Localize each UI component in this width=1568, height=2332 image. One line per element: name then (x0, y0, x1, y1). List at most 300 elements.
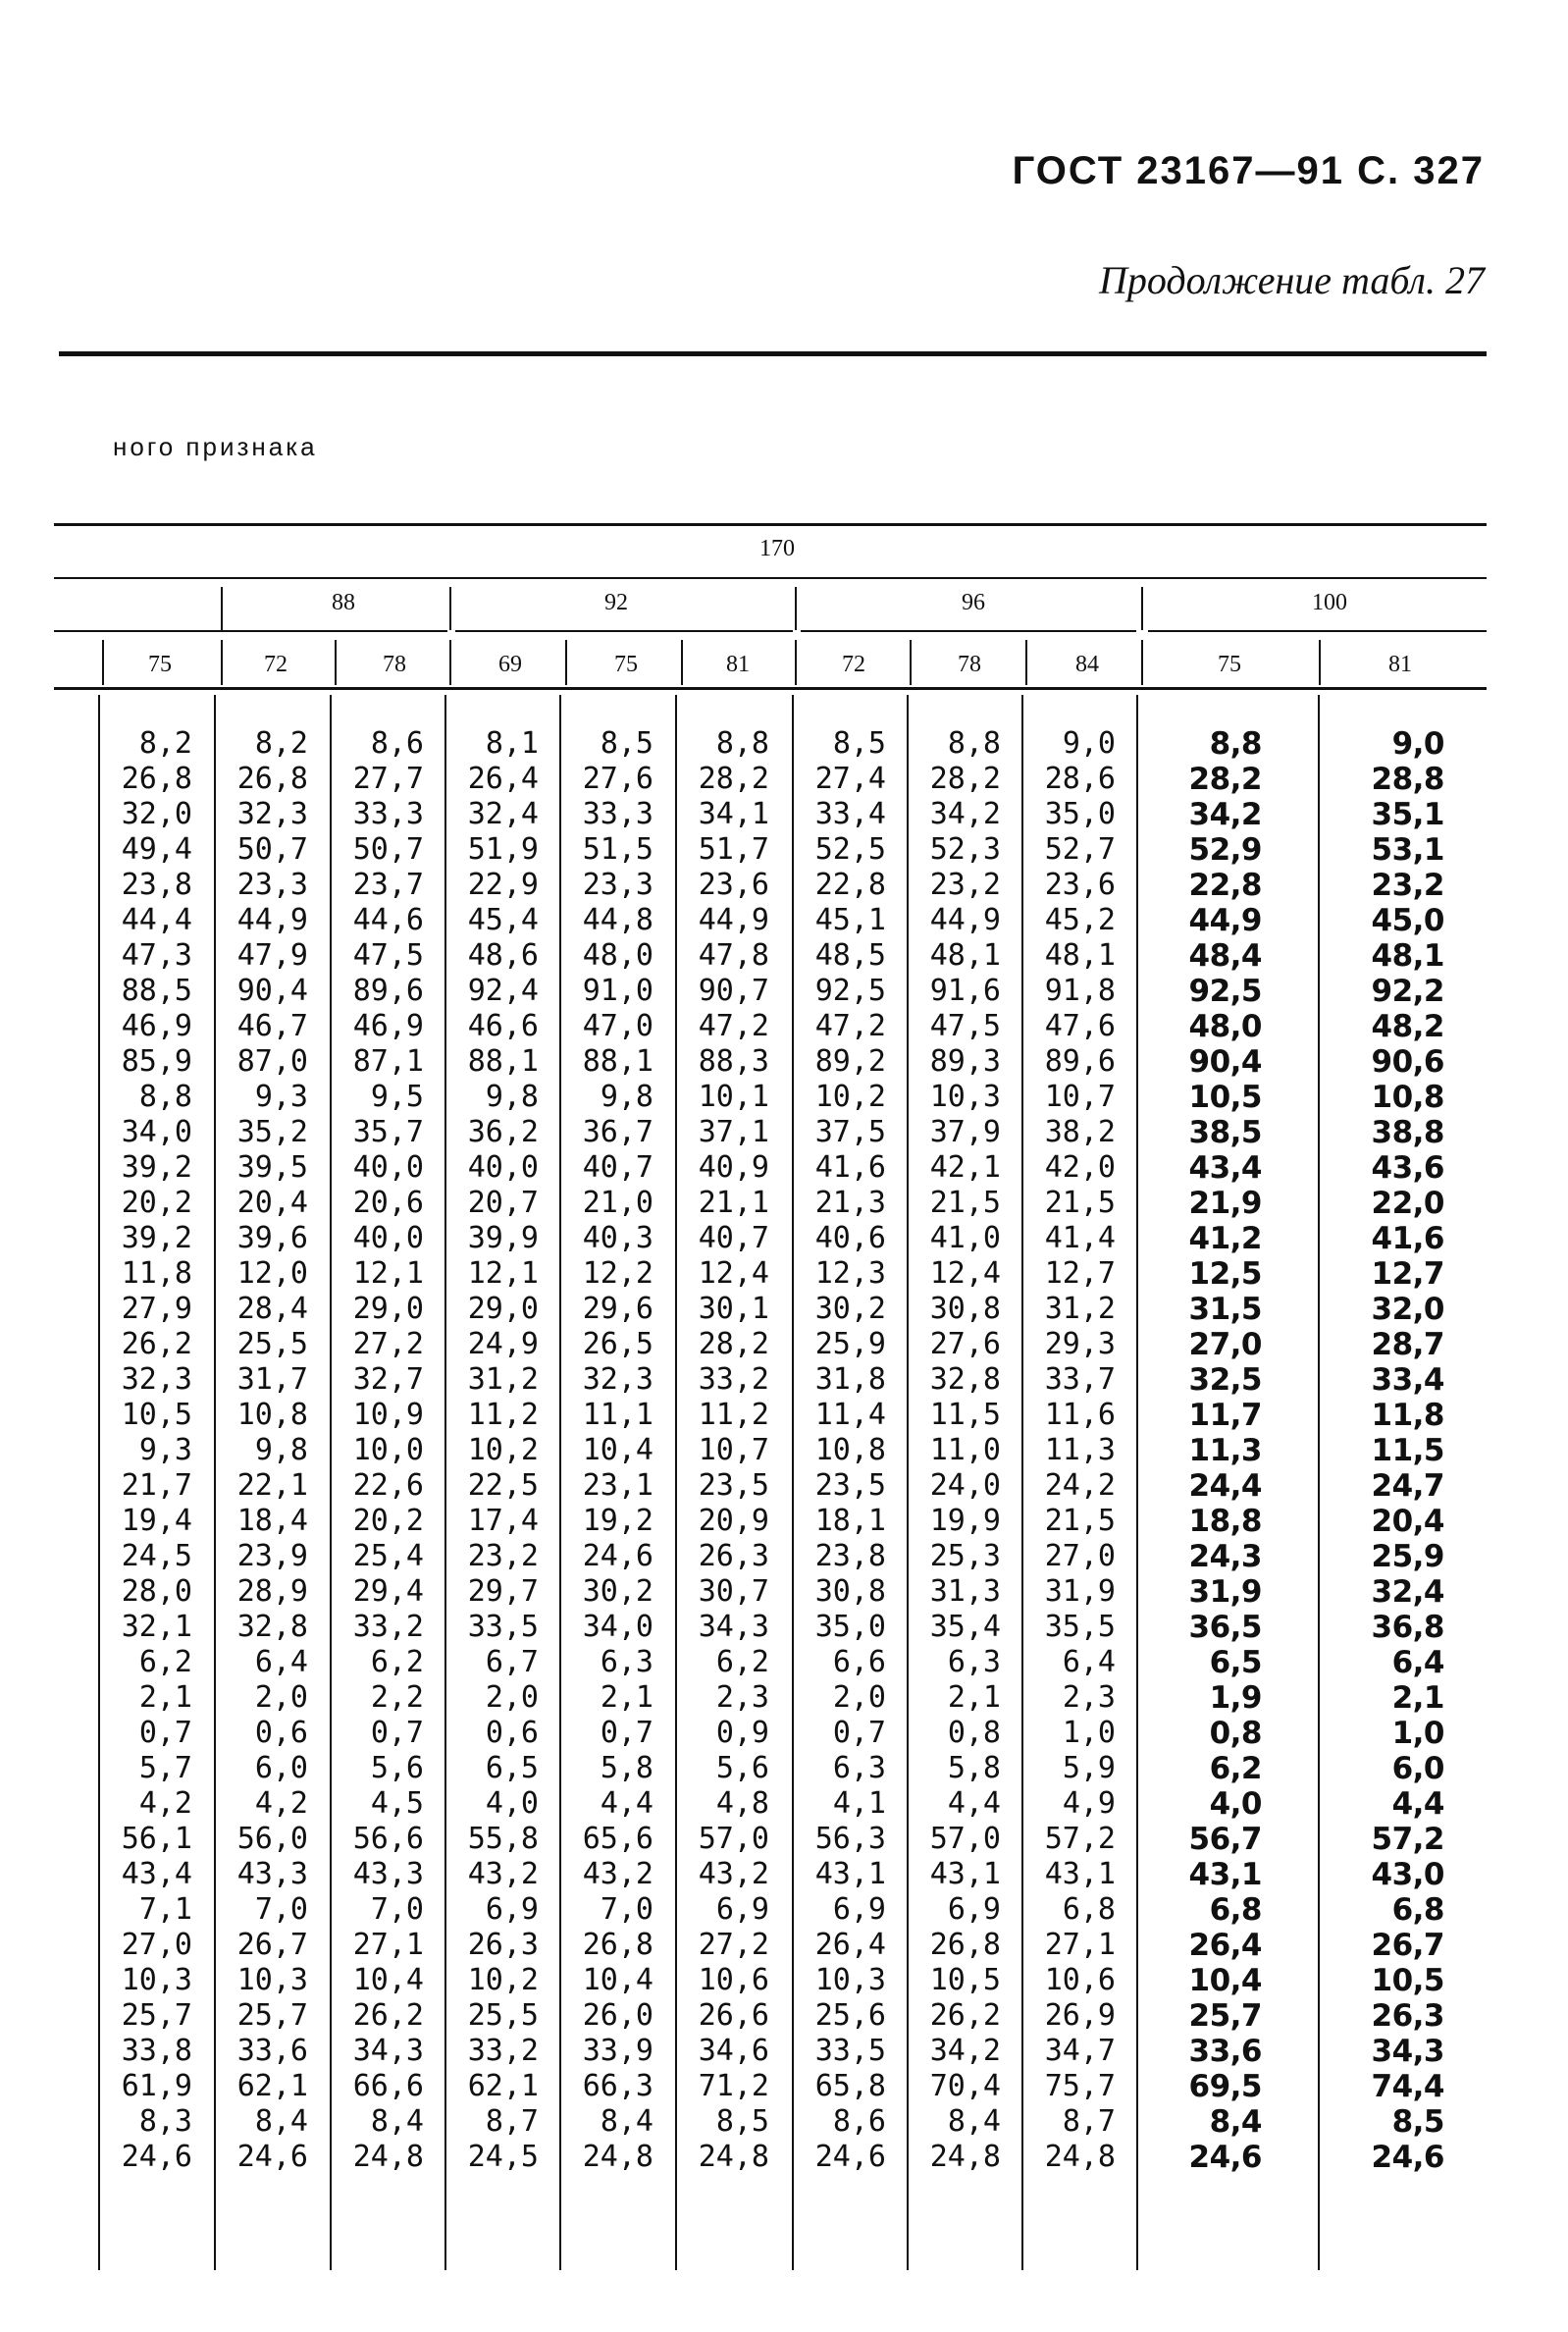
table-cell: 4,0 (485, 1786, 539, 1821)
table-cell: 40,0 (467, 1150, 539, 1185)
table-cell: 22,9 (467, 868, 539, 902)
table-cell: 47,9 (236, 938, 308, 973)
table-cell: 18,1 (814, 1504, 886, 1538)
table-cell: 24,8 (352, 2140, 424, 2174)
table-cell: 10,5 (929, 1963, 1001, 1997)
table-cell: 45,4 (467, 903, 539, 937)
table-cell: 57,0 (929, 1822, 1001, 1856)
table-cell: 12,0 (236, 1256, 308, 1291)
table-cell: 23,2 (929, 868, 1001, 902)
table-cell: 0,7 (370, 1716, 424, 1750)
table-cell: 4,4 (947, 1786, 1001, 1821)
table-cell: 5,9 (1062, 1751, 1116, 1785)
table-cell: 26,8 (236, 762, 308, 796)
table-cell: 2,0 (254, 1680, 308, 1715)
table-cell: 21,3 (814, 1186, 886, 1220)
table-cell: 24,5 (121, 1539, 192, 1573)
table-cell: 33,2 (352, 1610, 424, 1644)
column-header-divider (1025, 640, 1027, 685)
table-cell: 24,8 (1044, 2140, 1116, 2174)
table-cell: 26,3 (1371, 1998, 1444, 2034)
table-cell: 5,6 (715, 1751, 769, 1785)
table-cell: 33,4 (814, 797, 886, 831)
table-cell: 32,8 (236, 1610, 308, 1644)
table-cell: 26,8 (121, 762, 192, 796)
table-cell: 33,6 (1188, 2034, 1262, 2069)
table-cell: 43,2 (582, 1857, 653, 1891)
table-cell: 24,6 (582, 1539, 653, 1573)
table-cell: 26,4 (467, 762, 539, 796)
column-header-divider (335, 640, 337, 685)
column-header: 81 (1388, 652, 1412, 677)
table-cell: 53,1 (1371, 832, 1444, 868)
table-cell: 23,1 (582, 1468, 653, 1503)
table-cell: 32,8 (929, 1362, 1001, 1397)
data-column (435, 726, 539, 2175)
table-cell: 33,5 (467, 1610, 539, 1644)
table-cell: 32,5 (1188, 1362, 1262, 1398)
table-cell: 31,8 (814, 1362, 886, 1397)
column-header-divider (221, 640, 223, 685)
table-cell: 25,9 (814, 1327, 886, 1361)
data-column (204, 726, 308, 2175)
table-cell: 39,5 (236, 1150, 308, 1185)
table-cell: 26,5 (582, 1327, 653, 1361)
table-cell: 30,8 (929, 1292, 1001, 1326)
table-cell: 51,5 (582, 832, 653, 867)
table-cell: 43,4 (121, 1857, 192, 1891)
table-cell: 24,0 (929, 1468, 1001, 1503)
table-cell: 8,6 (370, 726, 424, 761)
group-header-100: 100 (1312, 590, 1347, 615)
table-cell: 8,8 (715, 726, 769, 761)
table-cell: 34,2 (929, 797, 1001, 831)
table-cell: 23,8 (121, 868, 192, 902)
table-cell: 10,4 (582, 1433, 653, 1467)
table-cell: 10,3 (236, 1963, 308, 1997)
table-cell: 21,9 (1188, 1186, 1262, 1221)
table-cell: 8,7 (485, 2104, 539, 2139)
standard-header: ГОСТ 23167—91 С. 327 (1012, 149, 1485, 192)
table-cell: 31,2 (467, 1362, 539, 1397)
data-column (782, 726, 886, 2175)
table-cell: 8,5 (1391, 2104, 1444, 2140)
table-cell: 47,2 (698, 1009, 769, 1043)
table-cell: 24,3 (1188, 1539, 1262, 1574)
column-header-divider (449, 640, 451, 685)
table-cell: 23,5 (814, 1468, 886, 1503)
table-cell: 28,2 (1188, 762, 1262, 797)
table-cell: 38,5 (1188, 1115, 1262, 1150)
table-cell: 6,8 (1209, 1892, 1262, 1928)
table-cell: 9,5 (370, 1080, 424, 1114)
table-cell: 49,4 (121, 832, 192, 867)
table-cell: 0,7 (600, 1716, 653, 1750)
table-cell: 88,5 (121, 974, 192, 1008)
table-cell: 88,1 (582, 1044, 653, 1079)
table-cell: 50,7 (352, 832, 424, 867)
table-cell: 92,2 (1371, 974, 1444, 1009)
table-cell: 21,5 (929, 1186, 1001, 1220)
table-cell: 43,4 (1188, 1150, 1262, 1186)
table-cell: 11,6 (1044, 1398, 1116, 1432)
table-cell: 10,3 (121, 1963, 192, 1997)
table-cell: 38,2 (1044, 1115, 1116, 1149)
table-cell: 10,3 (814, 1963, 886, 1997)
table-cell: 42,0 (1044, 1150, 1116, 1185)
table-cell: 21,0 (582, 1186, 653, 1220)
table-cell: 2,3 (1062, 1680, 1116, 1715)
table-cell: 9,8 (254, 1433, 308, 1467)
column-header-divider (1319, 640, 1321, 685)
table-cell: 11,5 (1371, 1433, 1444, 1468)
table-cell: 33,4 (1371, 1362, 1444, 1398)
table-cell: 47,0 (582, 1009, 653, 1043)
table-cell: 28,8 (1371, 762, 1444, 797)
table-cell: 6,8 (1391, 1892, 1444, 1928)
table-cell: 43,1 (1044, 1857, 1116, 1891)
table-cell: 46,6 (467, 1009, 539, 1043)
column-header: 75 (1218, 652, 1241, 677)
table-cell: 26,9 (1044, 1998, 1116, 2033)
table-cell: 11,8 (1371, 1398, 1444, 1433)
group-divider (1141, 587, 1143, 630)
column-body-divider (1136, 695, 1138, 2270)
table-cell: 48,1 (1044, 938, 1116, 973)
table-cell: 8,4 (254, 2104, 308, 2139)
table-cell: 7,0 (254, 1892, 308, 1927)
table-cell: 33,8 (121, 2034, 192, 2068)
table-top-rule (54, 523, 1487, 526)
table-cell: 35,2 (236, 1115, 308, 1149)
column-header: 75 (614, 652, 638, 677)
table-cell: 52,5 (814, 832, 886, 867)
table-cell: 48,5 (814, 938, 886, 973)
table-cell: 10,4 (352, 1963, 424, 1997)
table-cell: 45,2 (1044, 903, 1116, 937)
table-cell: 28,7 (1371, 1327, 1444, 1362)
table-cell: 31,2 (1044, 1292, 1116, 1326)
table-cell: 11,2 (467, 1398, 539, 1432)
table-cell: 32,3 (582, 1362, 653, 1397)
table-cell: 12,5 (1188, 1256, 1262, 1292)
table-cell: 74,4 (1371, 2069, 1444, 2104)
group-header-92: 92 (604, 590, 628, 615)
table-cell: 34,7 (1044, 2034, 1116, 2068)
data-column (665, 726, 769, 2175)
table-cell: 57,0 (698, 1822, 769, 1856)
table-cell: 31,5 (1188, 1292, 1262, 1327)
table-cell: 56,6 (352, 1822, 424, 1856)
table-cell: 35,7 (352, 1115, 424, 1149)
table-cell: 47,5 (352, 938, 424, 973)
table-cell: 10,7 (1044, 1080, 1116, 1114)
table-cell: 25,7 (1188, 1998, 1262, 2034)
table-cell: 22,0 (1371, 1186, 1444, 1221)
table-cell: 9,0 (1062, 726, 1116, 761)
table-cell: 21,5 (1044, 1186, 1116, 1220)
group-divider (449, 587, 451, 630)
table-cell: 48,1 (929, 938, 1001, 973)
table-cell: 33,3 (352, 797, 424, 831)
table-cell: 0,8 (947, 1716, 1001, 1750)
column-header-divider (910, 640, 912, 685)
table-cell: 2,3 (715, 1680, 769, 1715)
table-cell: 44,9 (929, 903, 1001, 937)
table-cell: 45,1 (814, 903, 886, 937)
data-column (549, 726, 653, 2175)
table-cell: 8,3 (138, 2104, 192, 2139)
table-cell: 28,2 (698, 1327, 769, 1361)
table-cell: 34,3 (1371, 2034, 1444, 2069)
table-cell: 8,8 (138, 1080, 192, 1114)
table-cell: 20,4 (1371, 1504, 1444, 1539)
table-cell: 5,7 (138, 1751, 192, 1785)
table-cell: 23,9 (236, 1539, 308, 1573)
table-cell: 43,3 (352, 1857, 424, 1891)
table-cell: 26,2 (121, 1327, 192, 1361)
table-cell: 35,5 (1044, 1610, 1116, 1644)
table-cell: 27,2 (698, 1928, 769, 1962)
table-cell: 24,6 (1188, 2140, 1262, 2175)
table-cell: 44,6 (352, 903, 424, 937)
table-cell: 8,2 (138, 726, 192, 761)
table-cell: 55,8 (467, 1822, 539, 1856)
column-header: 75 (148, 652, 172, 677)
table-cell: 9,0 (1391, 726, 1444, 762)
table-cell: 31,7 (236, 1362, 308, 1397)
table-cell: 52,3 (929, 832, 1001, 867)
table-cell: 9,3 (254, 1080, 308, 1114)
table-cell: 28,6 (1044, 762, 1116, 796)
table-cell: 36,7 (582, 1115, 653, 1149)
table-cell: 90,7 (698, 974, 769, 1008)
table-cell: 43,2 (467, 1857, 539, 1891)
table-cell: 25,6 (814, 1998, 886, 2033)
table-cell: 10,4 (582, 1963, 653, 1997)
column-header-divider (102, 640, 104, 685)
table-cell: 2,1 (600, 1680, 653, 1715)
table-cell: 71,2 (698, 2069, 769, 2103)
table-cell: 8,5 (600, 726, 653, 761)
data-column (320, 726, 424, 2175)
table-cell: 36,8 (1371, 1610, 1444, 1645)
group-header-96: 96 (962, 590, 985, 615)
table-cell: 48,1 (1371, 938, 1444, 974)
top-header: 170 (759, 536, 795, 561)
table-cell: 35,1 (1371, 797, 1444, 832)
table-cell: 41,4 (1044, 1221, 1116, 1255)
table-cell: 8,8 (947, 726, 1001, 761)
table-cell: 11,4 (814, 1398, 886, 1432)
table-cell: 23,7 (352, 868, 424, 902)
table-cell: 20,2 (121, 1186, 192, 1220)
column-header: 72 (264, 652, 287, 677)
table-cell: 10,8 (236, 1398, 308, 1432)
table-cell: 51,9 (467, 832, 539, 867)
table-cell: 25,4 (352, 1539, 424, 1573)
table-cell: 36,2 (467, 1115, 539, 1149)
table-cell: 56,1 (121, 1822, 192, 1856)
table-cell: 30,2 (582, 1574, 653, 1609)
table-cell: 4,2 (138, 1786, 192, 1821)
table-cell: 19,9 (929, 1504, 1001, 1538)
column-header: 84 (1075, 652, 1099, 677)
table-cell: 6,5 (1209, 1645, 1262, 1680)
table-cell: 52,9 (1188, 832, 1262, 868)
table-cell: 8,5 (715, 2104, 769, 2139)
table-cell: 47,8 (698, 938, 769, 973)
table-cell: 29,4 (352, 1574, 424, 1609)
table-cell: 37,5 (814, 1115, 886, 1149)
table-cell: 30,8 (814, 1574, 886, 1609)
table-cell: 7,1 (138, 1892, 192, 1927)
table-cell: 8,4 (600, 2104, 653, 2139)
table-cell: 43,1 (929, 1857, 1001, 1891)
table-cell: 10,5 (121, 1398, 192, 1432)
table-cell: 65,8 (814, 2069, 886, 2103)
table-cell: 27,6 (582, 762, 653, 796)
table-cell: 23,5 (698, 1468, 769, 1503)
table-cell: 23,2 (467, 1539, 539, 1573)
table-cell: 12,1 (352, 1256, 424, 1291)
table-cell: 69,5 (1188, 2069, 1262, 2104)
table-cell: 91,8 (1044, 974, 1116, 1008)
full-width-rule (54, 630, 226, 632)
table-cell: 43,2 (698, 1857, 769, 1891)
table-cell: 44,4 (121, 903, 192, 937)
table-cell: 20,4 (236, 1186, 308, 1220)
table-cell: 40,6 (814, 1221, 886, 1255)
table-cell: 33,2 (467, 2034, 539, 2068)
table-cell: 32,3 (121, 1362, 192, 1397)
table-cell: 32,4 (467, 797, 539, 831)
table-cell: 90,4 (1188, 1044, 1262, 1080)
table-cell: 25,9 (1371, 1539, 1444, 1574)
table-cell: 21,5 (1044, 1504, 1116, 1538)
table-cell: 32,0 (121, 797, 192, 831)
table-cell: 17,4 (467, 1504, 539, 1538)
table-cell: 28,4 (236, 1292, 308, 1326)
table-cell: 5,8 (947, 1751, 1001, 1785)
table-cell: 12,3 (814, 1256, 886, 1291)
table-cell: 31,9 (1188, 1574, 1262, 1610)
table-cell: 0,6 (254, 1716, 308, 1750)
group-88-rule (226, 630, 447, 632)
table-cell: 88,3 (698, 1044, 769, 1079)
table-cell: 6,3 (600, 1645, 653, 1679)
table-cell: 20,9 (698, 1504, 769, 1538)
table-cell: 28,2 (929, 762, 1001, 796)
table-cell: 1,0 (1062, 1716, 1116, 1750)
table-cell: 24,6 (121, 2140, 192, 2174)
table-cell: 19,4 (121, 1504, 192, 1538)
table-cell: 23,6 (1044, 868, 1116, 902)
table-cell: 28,0 (121, 1574, 192, 1609)
table-cell: 8,1 (485, 726, 539, 761)
table-cell: 34,2 (929, 2034, 1001, 2068)
table-cell: 35,0 (1044, 797, 1116, 831)
table-cell: 6,7 (485, 1645, 539, 1679)
table-cell: 34,3 (352, 2034, 424, 2068)
table-cell: 11,7 (1188, 1398, 1262, 1433)
table-cell: 27,1 (1044, 1928, 1116, 1962)
table-cell: 12,7 (1371, 1256, 1444, 1292)
table-cell: 19,2 (582, 1504, 653, 1538)
column-header-bottom-rule (54, 687, 1487, 690)
table-cell: 6,2 (715, 1645, 769, 1679)
table-cell: 26,2 (929, 1998, 1001, 2033)
table-cell: 8,4 (947, 2104, 1001, 2139)
table-cell: 90,6 (1371, 1044, 1444, 1080)
table-cell: 4,8 (715, 1786, 769, 1821)
table-cell: 9,8 (485, 1080, 539, 1114)
table-cell: 6,2 (370, 1645, 424, 1679)
table-cell: 41,6 (814, 1150, 886, 1185)
table-cell: 6,4 (1062, 1645, 1116, 1679)
top-header-rule (54, 577, 1487, 579)
table-cell: 29,0 (467, 1292, 539, 1326)
table-cell: 44,9 (1188, 903, 1262, 938)
table-cell: 27,0 (1188, 1327, 1262, 1362)
table-cell: 33,7 (1044, 1362, 1116, 1397)
table-cell: 10,9 (352, 1398, 424, 1432)
table-cell: 92,4 (467, 974, 539, 1008)
column-header: 69 (498, 652, 522, 677)
table-cell: 5,8 (600, 1751, 653, 1785)
table-cell: 39,6 (236, 1221, 308, 1255)
table-cell: 20,7 (467, 1186, 539, 1220)
table-cell: 1,9 (1209, 1680, 1262, 1716)
table-cell: 27,4 (814, 762, 886, 796)
table-cell: 22,8 (1188, 868, 1262, 903)
table-cell: 1,0 (1391, 1716, 1444, 1751)
table-caption: ного признака (113, 432, 318, 461)
table-cell: 0,7 (138, 1716, 192, 1750)
table-cell: 10,2 (814, 1080, 886, 1114)
table-cell: 39,2 (121, 1221, 192, 1255)
column-header: 78 (383, 652, 406, 677)
table-cell: 21,7 (121, 1468, 192, 1503)
table-cell: 6,0 (254, 1751, 308, 1785)
table-cell: 18,8 (1188, 1504, 1262, 1539)
table-cell: 23,3 (236, 868, 308, 902)
table-cell: 23,8 (814, 1539, 886, 1573)
table-continuation-title: Продолжение табл. 27 (1098, 258, 1485, 302)
table-cell: 29,3 (1044, 1327, 1116, 1361)
column-header: 72 (842, 652, 865, 677)
table-cell: 40,9 (698, 1150, 769, 1185)
table-cell: 12,7 (1044, 1256, 1116, 1291)
table-cell: 25,7 (121, 1998, 192, 2033)
table-cell: 26,3 (698, 1539, 769, 1573)
table-cell: 20,6 (352, 1186, 424, 1220)
table-cell: 4,9 (1062, 1786, 1116, 1821)
group-100-rule (1148, 630, 1487, 632)
table-cell: 29,7 (467, 1574, 539, 1609)
table-cell: 34,6 (698, 2034, 769, 2068)
table-cell: 34,1 (698, 797, 769, 831)
table-cell: 6,6 (832, 1645, 886, 1679)
table-cell: 7,0 (600, 1892, 653, 1927)
table-cell: 24,9 (467, 1327, 539, 1361)
table-cell: 43,6 (1371, 1150, 1444, 1186)
table-cell: 10,5 (1371, 1963, 1444, 1998)
table-cell: 8,7 (1062, 2104, 1116, 2139)
table-cell: 91,0 (582, 974, 653, 1008)
table-cell: 22,5 (467, 1468, 539, 1503)
table-cell: 44,9 (698, 903, 769, 937)
